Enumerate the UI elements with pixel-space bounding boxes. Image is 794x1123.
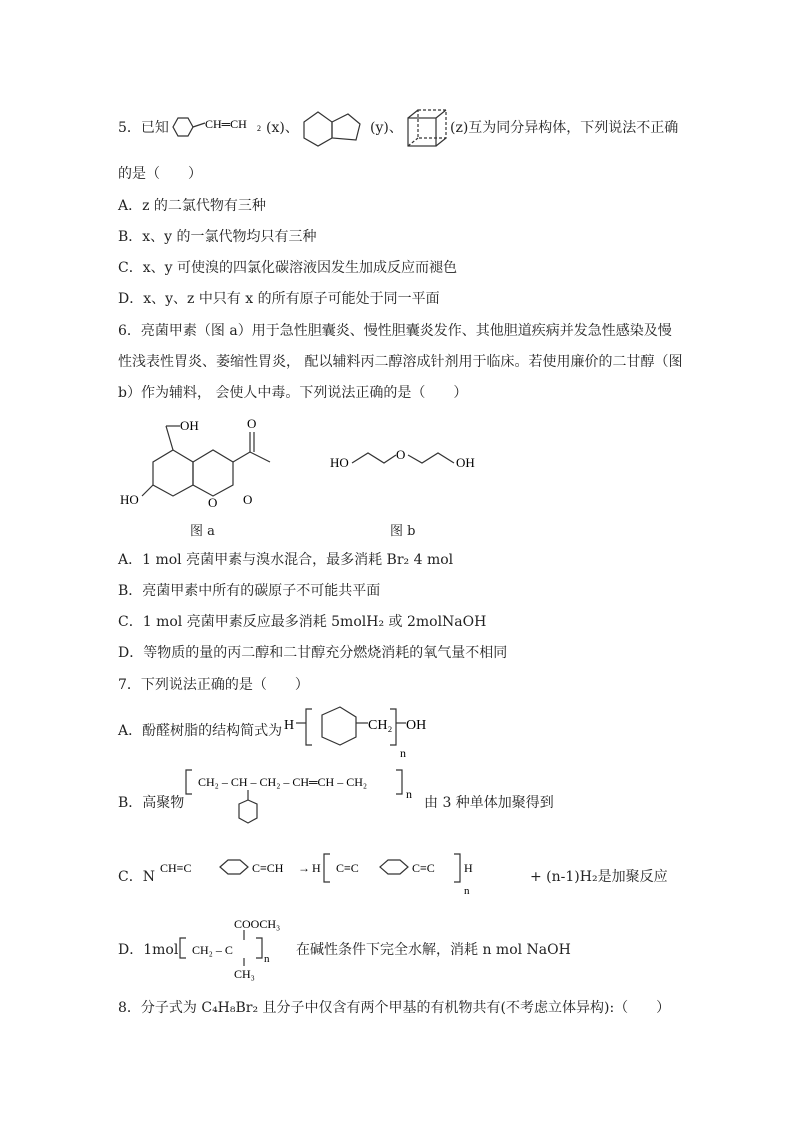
q7-c-h2: H: [464, 861, 473, 875]
q7-option-c-tail: + (n-1)H₂是加聚反应: [530, 869, 668, 885]
fig-a-ho: HO: [120, 492, 139, 507]
q7-a-ring: [322, 707, 356, 745]
q5-y-label: (y)、: [370, 120, 403, 136]
q7-c-n: n: [464, 885, 470, 897]
fig-a-ketone-o: O: [247, 416, 257, 431]
figure-b-structure: [330, 445, 490, 475]
q5-option-c: C．x、y 可使溴的四氯化碳溶液因发生加成反应而褪色: [118, 260, 457, 276]
q7-option-b-text: B．高聚物: [118, 795, 185, 811]
q5-z-structure: [404, 106, 450, 150]
q6-stem-line2: 性浅表性胃炎、萎缩性胃炎， 配以辅料丙二醇溶成针剂用于临床。若使用廉价的二甘醇（图: [118, 354, 683, 370]
q5-z-label: (z)互为同分异构体，下列说法不正确: [450, 120, 679, 136]
q6-option-b: B．亮菌甲素中所有的碳原子不可能共平面: [118, 583, 381, 599]
q6-stem-line1: 6．亮菌甲素（图 a）用于急性胆囊炎、慢性胆囊炎发作、其他胆道疾病并发急性感染及慢: [118, 323, 672, 339]
benzene-ring: [173, 118, 193, 136]
q6-option-c: C．1 mol 亮菌甲素反应最多消耗 5molH₂ 或 2molNaOH: [118, 614, 487, 630]
q5-x-structure: [165, 112, 275, 142]
q5-x-label: (x)、: [266, 120, 299, 136]
q5-option-d: D．x、y、z 中只有 x 的所有原子可能处于同一平面: [118, 291, 440, 307]
q7-d-group: COOCH₃: [234, 917, 281, 931]
fig-a-lactone-o: O: [243, 492, 253, 507]
q5-option-b: B．x、y 的一氯代物均只有三种: [118, 229, 317, 245]
q7-a-ch2: CH₂: [368, 718, 393, 733]
figure-b-caption: 图 b: [390, 524, 416, 539]
q6-stem-line3: b）作为辅料， 会使人中毒。下列说法正确的是（ ）: [118, 385, 468, 401]
q7-option-d-text: D．1mol: [118, 942, 179, 958]
q7-c-reaction: [160, 850, 540, 900]
fig-a-ring-o: O: [208, 495, 218, 510]
figure-a-caption: 图 a: [190, 524, 215, 539]
q5-prefix: 5．已知: [118, 120, 169, 136]
q7-a-phenolic-resin: [284, 705, 444, 759]
q7-c-left2: C≡CH: [252, 861, 284, 875]
q6-option-d: D．等物质的量的丙二醇和二甘醇充分燃烧消耗的氧气量不相同: [118, 645, 508, 661]
fig-a-oh-top: OH: [180, 418, 199, 433]
q7-d-methyl: CH₃: [234, 967, 255, 981]
q7-b-chain: CH₂ ‒ CH ‒ CH₂ ‒ CH═CH ‒ CH₂: [198, 775, 368, 789]
q7-option-a-text: A．酚醛树脂的结构简式为: [118, 723, 283, 739]
q7-c-mid1: C≡C: [336, 861, 359, 875]
q5-stem-line2: 的是（ ）: [118, 166, 202, 182]
q7-b-n: n: [406, 787, 412, 801]
q8-stem: 8．分子式为 C₄H₈Br₂ 且分子中仅含有两个甲基的有机物共有(不考虑立体异构):（ ）: [118, 1000, 671, 1016]
q7-option-d-tail: 在碱性条件下完全水解，消耗 n mol NaOH: [296, 942, 571, 958]
fig-b-oh: OH: [456, 455, 475, 470]
q7-c-left1: CH≡C: [160, 861, 192, 875]
q7-c-h1: H: [312, 861, 321, 875]
q5-option-a: A．z 的二氯代物有三种: [118, 198, 266, 214]
q7-stem: 7．下列说法正确的是（ ）: [118, 677, 309, 693]
q5-x-formula: CH═CH: [205, 117, 247, 131]
q5-x-sub: 2: [257, 124, 261, 133]
q7-d-n: n: [264, 953, 270, 965]
q7-c-arrow: →: [298, 861, 310, 875]
q7-a-h: H: [284, 718, 295, 733]
q5-y-structure: [298, 106, 368, 150]
q7-a-oh: OH: [406, 718, 427, 733]
q7-b-polymer: [184, 768, 424, 838]
q7-option-c-text: C．N: [118, 869, 155, 885]
fig-b-ether-o: O: [396, 447, 406, 462]
fig-a-ring2: [193, 450, 233, 496]
q7-a-n: n: [400, 746, 406, 760]
q6-option-a: A．1 mol 亮菌甲素与溴水混合，最多消耗 Br₂ 4 mol: [118, 552, 454, 568]
q7-d-chain: CH₂ ‒ C: [192, 943, 233, 957]
q7-d-polymer: [178, 914, 298, 980]
q5-stem-line1: [118, 118, 169, 138]
fig-a-ring1: [153, 450, 193, 496]
q7-option-b-tail: 由 3 种单体加聚得到: [424, 795, 554, 811]
q7-b-phenyl: [239, 800, 257, 823]
fig-b-ho: HO: [330, 455, 349, 470]
figure-a-structure: [118, 410, 288, 510]
q7-c-mid2: C≡C: [412, 861, 435, 875]
